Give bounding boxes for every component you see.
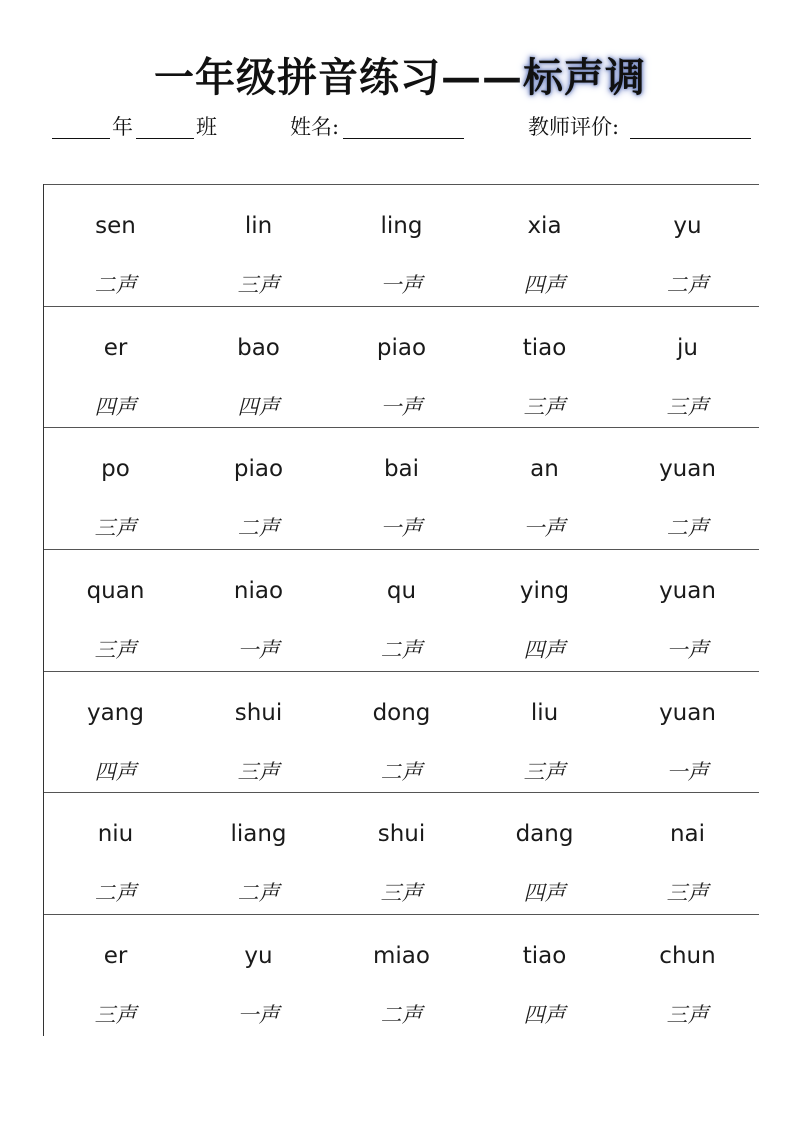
tone-label: 二声 bbox=[380, 638, 423, 663]
year-blank[interactable] bbox=[52, 138, 110, 139]
name-blank[interactable] bbox=[343, 138, 464, 139]
tone-label: 二声 bbox=[237, 516, 280, 541]
year-label: 年 bbox=[112, 115, 133, 139]
grid-cell[interactable] bbox=[44, 915, 187, 1036]
grid-cell[interactable] bbox=[44, 793, 187, 914]
pinyin-syllable: er bbox=[103, 943, 128, 970]
pinyin-syllable: sen bbox=[95, 213, 136, 239]
pinyin-syllable: ling bbox=[380, 213, 423, 239]
tone-label: 二声 bbox=[380, 759, 423, 784]
tone-label: 二声 bbox=[666, 273, 709, 297]
tone-label: 二声 bbox=[94, 273, 137, 297]
grid-cell[interactable] bbox=[330, 185, 473, 306]
grid-cell[interactable] bbox=[187, 428, 330, 549]
pinyin-syllable: po bbox=[101, 456, 130, 483]
pinyin-syllable: tiao bbox=[522, 334, 567, 361]
grid-cell[interactable] bbox=[330, 672, 473, 793]
grid-cell[interactable] bbox=[44, 185, 187, 306]
tone-label: 四声 bbox=[523, 881, 566, 906]
pinyin-syllable: dang bbox=[515, 821, 574, 848]
grid-cell[interactable] bbox=[330, 307, 473, 428]
pinyin-syllable: quan bbox=[86, 578, 145, 605]
grid-cell[interactable] bbox=[616, 428, 759, 549]
class-blank[interactable] bbox=[136, 138, 194, 139]
grid-row bbox=[44, 671, 759, 793]
pinyin-syllable: an bbox=[530, 456, 559, 483]
pinyin-syllable: shui bbox=[234, 699, 283, 726]
pinyin-syllable: nai bbox=[669, 821, 706, 848]
grid-cell[interactable] bbox=[187, 915, 330, 1036]
pinyin-syllable: yuan bbox=[659, 578, 716, 605]
grid-row bbox=[44, 184, 759, 306]
grid-cell[interactable] bbox=[187, 185, 330, 306]
grid-row bbox=[44, 549, 759, 671]
pinyin-syllable: bai bbox=[383, 456, 420, 483]
grid-cell[interactable] bbox=[473, 550, 616, 671]
pinyin-syllable: dong bbox=[372, 699, 431, 726]
tone-label: 三声 bbox=[237, 759, 280, 784]
tone-label: 二声 bbox=[380, 1003, 423, 1028]
pinyin-syllable: piao bbox=[376, 334, 427, 361]
teacher-eval-blank[interactable] bbox=[630, 138, 751, 139]
tone-label: 四声 bbox=[237, 394, 280, 419]
pinyin-syllable: ying bbox=[519, 578, 570, 605]
pinyin-syllable: ju bbox=[677, 334, 698, 361]
tone-label: 三声 bbox=[666, 394, 709, 419]
grid-cell[interactable] bbox=[330, 915, 473, 1036]
grid-cell[interactable] bbox=[473, 672, 616, 793]
title-main: 一年级拼音练习—— bbox=[154, 54, 523, 101]
tone-label: 三声 bbox=[237, 273, 280, 297]
grid-cell[interactable] bbox=[616, 185, 759, 306]
student-info-row bbox=[0, 112, 800, 148]
pinyin-syllable: yuan bbox=[659, 699, 716, 726]
pinyin-syllable: qu bbox=[386, 578, 417, 605]
grid-cell[interactable] bbox=[187, 307, 330, 428]
tone-label: 三声 bbox=[523, 759, 566, 784]
grid-cell[interactable] bbox=[44, 428, 187, 549]
grid-cell[interactable] bbox=[616, 672, 759, 793]
tone-label: 三声 bbox=[523, 394, 566, 419]
tone-label: 二声 bbox=[94, 881, 137, 906]
grid-row bbox=[44, 306, 759, 428]
grid-cell[interactable] bbox=[44, 550, 187, 671]
tone-label: 一声 bbox=[666, 759, 709, 784]
pinyin-syllable: piao bbox=[233, 456, 284, 483]
pinyin-syllable: chun bbox=[659, 943, 716, 970]
pinyin-syllable: liang bbox=[230, 821, 287, 848]
grid-cell[interactable] bbox=[473, 793, 616, 914]
tone-label: 一声 bbox=[237, 638, 280, 663]
tone-label: 一声 bbox=[237, 1003, 280, 1028]
tone-label: 一声 bbox=[380, 273, 423, 297]
tone-label: 一声 bbox=[380, 394, 423, 419]
pinyin-syllable: tiao bbox=[522, 943, 567, 970]
grid-row bbox=[44, 914, 759, 1036]
grid-cell[interactable] bbox=[616, 793, 759, 914]
tone-label: 四声 bbox=[94, 394, 137, 419]
tone-label: 二声 bbox=[237, 881, 280, 906]
pinyin-syllable: liu bbox=[530, 699, 559, 726]
pinyin-syllable: miao bbox=[373, 943, 430, 970]
grid-cell[interactable] bbox=[44, 672, 187, 793]
class-label: 班 bbox=[196, 115, 217, 139]
tone-label: 三声 bbox=[94, 638, 137, 663]
title-highlight: 标声调 bbox=[523, 54, 646, 101]
tone-label: 四声 bbox=[523, 1003, 566, 1028]
grid-cell[interactable] bbox=[44, 307, 187, 428]
pinyin-syllable: bao bbox=[237, 334, 280, 361]
name-label: 姓名: bbox=[290, 115, 340, 139]
pinyin-syllable: niao bbox=[233, 578, 284, 605]
grid-cell[interactable] bbox=[473, 428, 616, 549]
grid-cell[interactable] bbox=[187, 793, 330, 914]
tone-label: 三声 bbox=[94, 516, 137, 541]
pinyin-syllable: yuan bbox=[659, 456, 716, 483]
grid-cell[interactable] bbox=[330, 793, 473, 914]
pinyin-syllable: niu bbox=[97, 821, 134, 848]
grid-row bbox=[44, 792, 759, 914]
grid-row bbox=[44, 427, 759, 549]
pinyin-syllable: yu bbox=[244, 943, 273, 970]
teacher-eval-label: 教师评价: bbox=[528, 115, 620, 139]
pinyin-syllable: lin bbox=[244, 213, 273, 239]
pinyin-syllable: yu bbox=[673, 213, 702, 239]
tone-label: 一声 bbox=[666, 638, 709, 663]
grid-cell[interactable] bbox=[330, 550, 473, 671]
tone-label: 三声 bbox=[666, 1003, 709, 1028]
tone-label: 一声 bbox=[523, 516, 566, 541]
tone-label: 四声 bbox=[94, 759, 137, 784]
tone-label: 一声 bbox=[380, 516, 423, 541]
grid-cell[interactable] bbox=[473, 307, 616, 428]
grid-cell[interactable] bbox=[616, 550, 759, 671]
worksheet-title bbox=[0, 48, 800, 108]
pinyin-tone-grid bbox=[43, 184, 759, 1036]
tone-label: 四声 bbox=[523, 273, 566, 297]
grid-cell[interactable] bbox=[187, 550, 330, 671]
pinyin-syllable: shui bbox=[377, 821, 426, 848]
tone-label: 四声 bbox=[523, 638, 566, 663]
pinyin-syllable: er bbox=[103, 334, 128, 361]
tone-label: 二声 bbox=[666, 516, 709, 541]
grid-cell[interactable] bbox=[616, 307, 759, 428]
grid-cell[interactable] bbox=[616, 915, 759, 1036]
tone-label: 三声 bbox=[666, 881, 709, 906]
grid-cell[interactable] bbox=[473, 915, 616, 1036]
pinyin-syllable: xia bbox=[527, 213, 562, 239]
pinyin-syllable: yang bbox=[87, 699, 144, 726]
grid-cell[interactable] bbox=[330, 428, 473, 549]
tone-label: 三声 bbox=[380, 881, 423, 906]
grid-cell[interactable] bbox=[187, 672, 330, 793]
tone-label: 三声 bbox=[94, 1003, 137, 1028]
grid-cell[interactable] bbox=[473, 185, 616, 306]
